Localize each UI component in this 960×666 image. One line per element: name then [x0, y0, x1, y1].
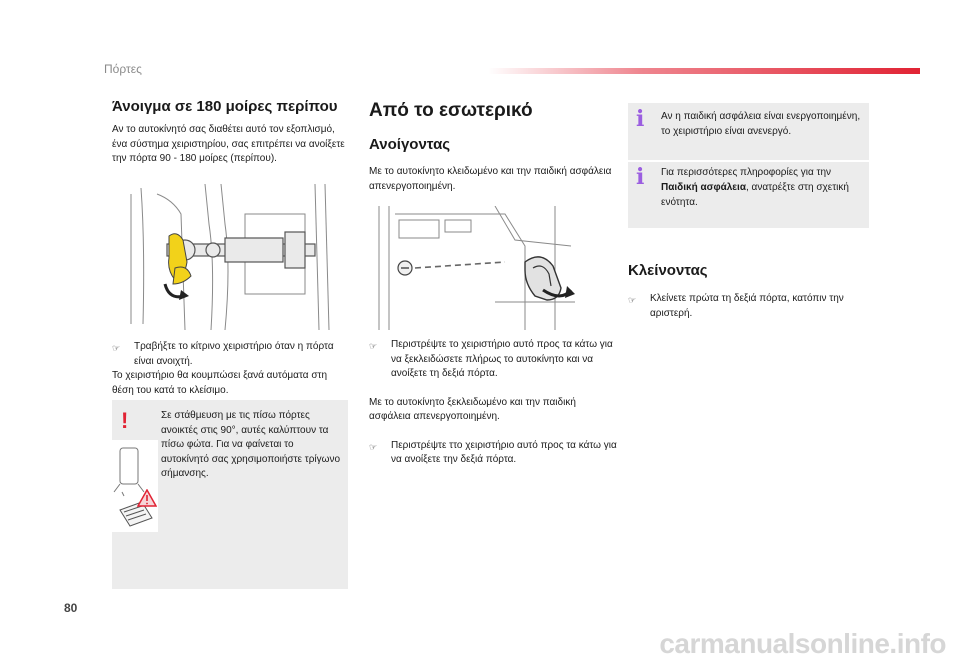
opening-subheading: Ανοίγοντας [369, 136, 451, 153]
middle-heading: Από το εσωτερικό [369, 100, 533, 121]
closing-heading: Κλείνοντας [628, 262, 708, 279]
closing-section [628, 262, 868, 321]
parked-van-illustration [112, 440, 158, 532]
pointing-hand-icon: ☞ [112, 343, 121, 353]
header-accent-bar [488, 68, 920, 74]
interior-handle-illustration [375, 206, 583, 330]
hinge-illustration [125, 184, 338, 330]
info-text-1: Αν η παιδική ασφάλεια είναι ενεργοποιημένη, το χειριστήριο είναι ανενεργό. [661, 111, 861, 137]
left-column [112, 98, 352, 167]
middle-column [369, 100, 617, 194]
middle-bullet-1: ☞ Περιστρέψτε το χειριστήριο αυτό προς τα κάτω για να ξεκλειδώσετε πλήρως το αυτοκίνητο και να ανοίξετε τη δεξιά πόρτα. [369, 338, 617, 382]
watermark: carmanualsonline.info [659, 628, 946, 659]
info-text-2: Για περισσότερες πληροφορίες για την Παιδική ασφάλεια, ανατρέξτε στη σχετική ενότητα. [661, 167, 849, 208]
middle-bullet-2: ☞ Περιστρέψτε ττο χειριστήριο αυτό προς τα κάτω για να ανοίξετε την δεξιά πόρτα. [369, 439, 617, 468]
left-instructions [112, 340, 348, 398]
left-intro: Αν το αυτοκίνητό σας διαθέτει αυτό τον εξοπλισμό, ένα σύστημα χειριστηρίου, σας επιτρέπει να ανοίξετε την πόρτα 90 - 180 μοίρες (περίπου). [112, 124, 345, 164]
pointing-hand-icon: ☞ [369, 341, 378, 351]
info-icon: i [636, 164, 645, 190]
page-number: 80 [64, 601, 78, 615]
closing-bullet: ☞ Κλείνετε πρώτα τη δεξιά πόρτα, κατόπιν την αριστερή. [628, 292, 868, 321]
warning-exclamation-icon: ! [121, 408, 129, 433]
section-title: Πόρτες [104, 62, 142, 76]
warning-triangle-icon [137, 489, 157, 507]
middle-instructions [369, 338, 617, 468]
pointing-hand-icon: ☞ [628, 295, 637, 305]
info-icon: i [636, 106, 645, 132]
pointing-hand-icon: ☞ [369, 441, 378, 452]
left-after-text: Το χειριστήριο θα κουμπώσει ξανά αυτόματα στη θέση του κατά το κλείσιμο. [112, 370, 328, 396]
info-box-divider [628, 160, 869, 162]
left-bullet: ☞ Τραβήξτε το κίτρινο χειριστήριο όταν η πόρτα είναι ανοιχτή. [112, 340, 348, 369]
child-safety-link-text: Παιδική ασφάλεια [661, 182, 746, 193]
warning-text: Σε στάθμευση με τις πίσω πόρτες ανοικτές στις 90°, αυτές καλύπτουν τα πίσω φώτα. Για να φαίνεται το αυτοκίνητό σας χρησιμοποιήστε τρίγωνο σήμανσης. [161, 410, 341, 479]
middle-p2: Με το αυτοκίνητο ξεκλειδωμένο και την παιδική ασφάλεια απενεργοποιημένη. [369, 396, 576, 422]
left-heading: Άνοιγμα σε 180 μοίρες περίπου [112, 98, 338, 115]
middle-p1: Με το αυτοκίνητο κλειδωμένο και την παιδική ασφάλεια απενεργοποιημένη. [369, 166, 612, 192]
